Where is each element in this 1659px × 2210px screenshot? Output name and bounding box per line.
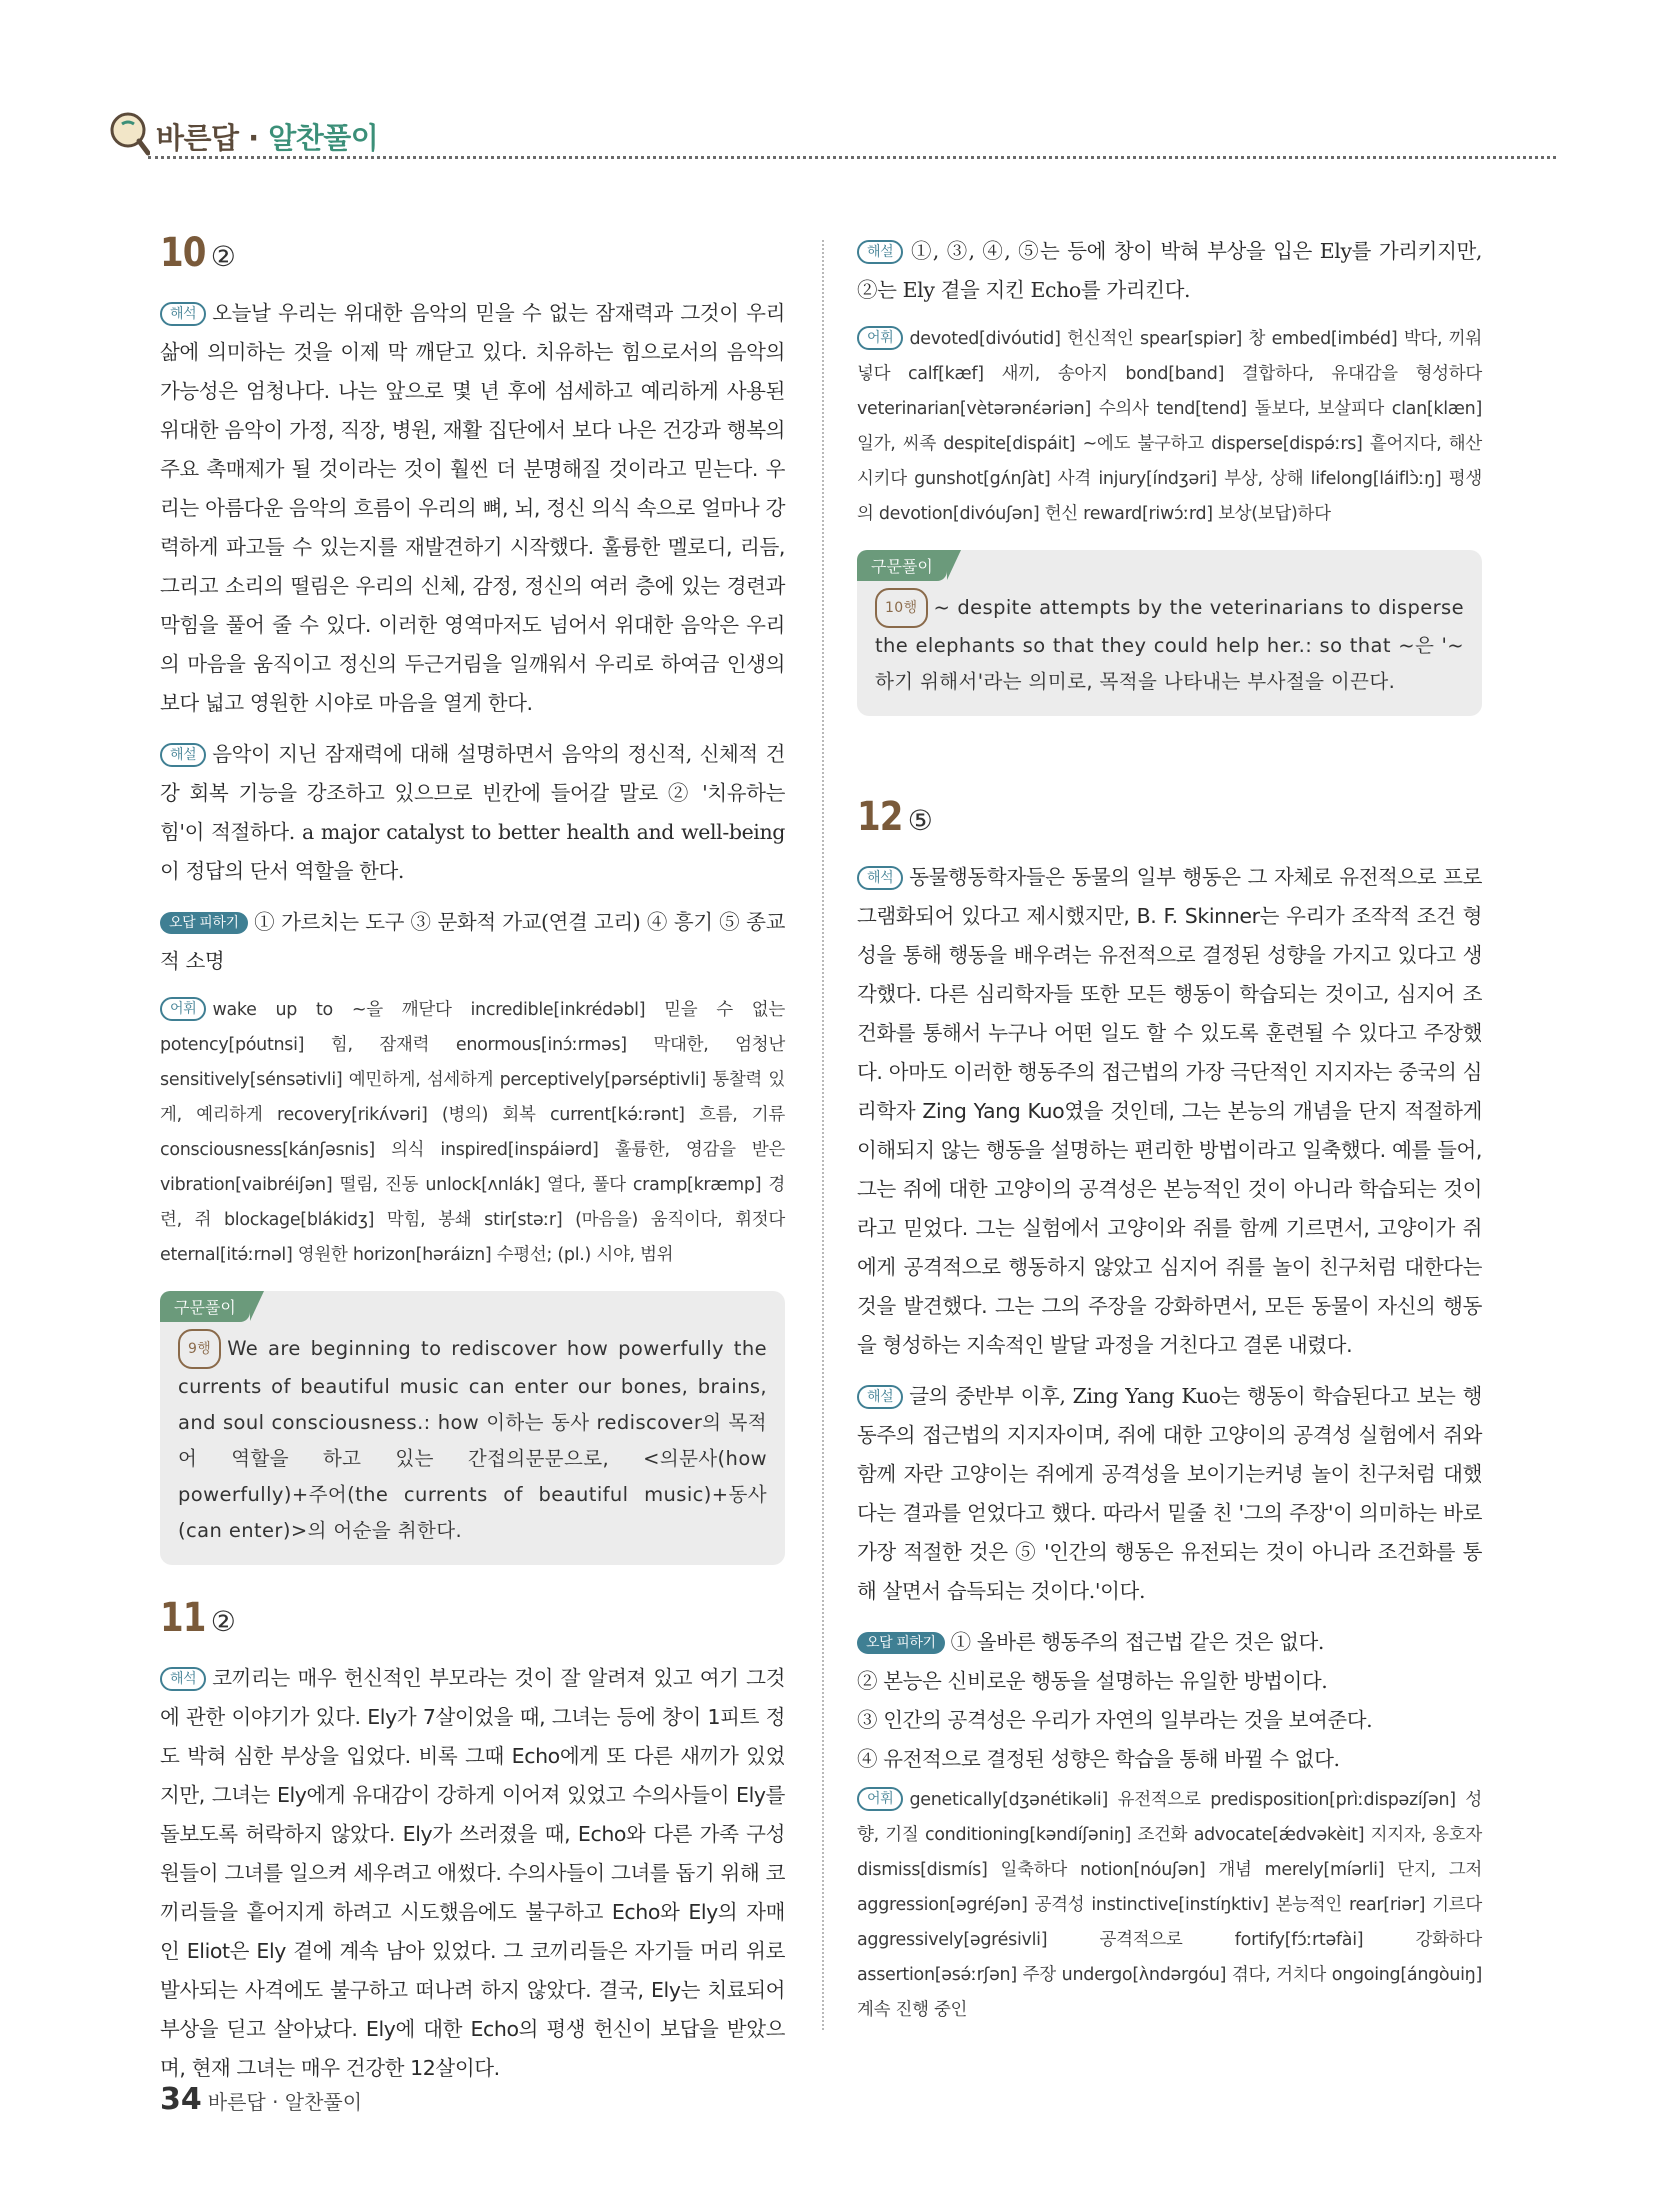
- q12-translation: 해석 동물행동학자들은 동물의 일부 행동은 그 자체로 유전적으로 프로그램화되어 있다고 제시했지만, B. F. Skinner는 우리가 조작적 조건 형성을 통해 행동을 배우려는 유전적으로 결정된 성향을 가지고 있다고 생각했다. 다른 심리학자들 또한 모든 행동이 학습되는 것이고, 심지어 조건화를 통해서 누구나 어떤 일도 할 수 있도록 훈련될 수 있다고 주장했다. 아마도 이러한 행동주의 접근법의 가장 극단적인 지지자는 중국의 심리학자 Zing Yang Kuo였을 것인데, 그는 본능의 개념을 단지 적절하게 이해되지 않는 행동을 설명하는 편리한 방법이라고 일축했다. 예를 들어, 그는 쥐에 대한 고양이의 공격성은 본능적인 것이 아니라 학습되는 것이라고 믿었다. 그는 실험에서 고양이와 쥐를 함께 기르면서, 고양이가 쥐에게 공격적으로 행동하지 않았고 심지어 쥐를 놀이 친구처럼 대한다는 것을 발견했다. 그는 그의 주장을 강화하면서, 모든 동물이 자신의 행동을 형성하는 지속적인 발달 과정을 거친다고 결론 내렸다.: [857, 865, 1482, 1357]
- header-dotted-rule: [148, 156, 1556, 159]
- wrong-answer-tag: 오답 피하기: [857, 1632, 945, 1654]
- magnifier-logo-icon: [108, 110, 150, 156]
- q10-vocabulary: 어휘 wake up to ~을 깨닫다 incredible[inkrédəbl] 믿을 수 없는 potency[póutnsi] 힘, 잠재력 enormous[inɔ́ːrməs] 막대한, 엄청난 sensitively[sénsətivli] 예민하게, 섬세하게 perceptively[pərséptivli] 통찰력 있게, 예리하게 recovery[rikʌ́vəri] (병의) 회복 current[kə́ːrənt] 흐름, 기류 consciousness[kánʃəsnis] 의식 inspired[inspáiərd] 훌륭한, 영감을 받은 vibration[vaibréiʃən] 떨림, 진동 unlock[ʌnlák] 열다, 풀다 cramp[kræmp] 경련, 쥐 blockage[blákidʒ] 막힘, 봉쇄 stir[stəːr] (마음을) 움직이다, 휘젓다 eternal[itə́ːrnəl] 영원한 horizon[həráizn] 수평선; (pl.) 시야, 범위: [160, 993, 785, 1273]
- explanation-tag: 해설: [857, 1385, 903, 1409]
- page-header-title: 바른답 · 알찬풀이: [156, 121, 379, 155]
- wrong-answer-tag: 오답 피하기: [160, 912, 248, 934]
- structure-tag: 구문풀이: [857, 550, 947, 581]
- translation-tag: 해석: [160, 302, 206, 326]
- page-footer: [160, 2082, 362, 2117]
- question-number: 12: [857, 794, 903, 840]
- q10-translation: 해석 오늘날 우리는 위대한 음악의 믿을 수 없는 잠재력과 그것이 우리 삶에 의미하는 것을 이제 막 깨닫고 있다. 치유하는 힘으로서의 음악의 가능성은 엄청나다. 나는 앞으로 몇 년 후에 섬세하고 예리하게 사용된 위대한 음악이 가정, 직장, 병원, 재활 집단에서 보다 나은 건강과 행복의 주요 촉매제가 될 것이라는 것이 훨씬 더 분명해질 것이라고 믿는다. 우리는 아름다운 음악의 흐름이 우리의 뼈, 뇌, 정신 의식 속으로 얼마나 강력하게 파고들 수 있는지를 재발견하기 시작했다. 훌륭한 멜로디, 리듬, 그리고 소리의 떨림은 우리의 신체, 감정, 정신의 여러 층에 있는 경련과 막힘을 풀어 줄 수 있다. 이러한 영역마저도 넘어서 위대한 음악은 우리의 마음을 움직이고 정신의 두근거림을 일깨워서 우리로 하여금 인생의 보다 넓고 영원한 시야로 마음을 열게 한다.: [160, 301, 785, 715]
- question-number: 11: [160, 1595, 206, 1641]
- explanation-tag: 해설: [160, 743, 206, 767]
- question-answer: ②: [210, 1605, 236, 1638]
- q10-wrong-answers: 오답 피하기 ① 가르치는 도구 ③ 문화적 가교(연결 고리) ④ 흥기 ⑤ 종교적 소명: [160, 910, 785, 973]
- q12-wrong-answers: 오답 피하기 ① 올바른 행동주의 접근법 같은 것은 없다. ② 본능은 신비로운 행동을 설명하는 유일한 방법이다. ③ 인간의 공격성은 우리가 자연의 일부라는 것을 보여준다. ④ 유전적으로 결정된 성향은 학습을 통해 바뀔 수 없다.: [857, 1630, 1373, 1771]
- question-number: 10: [160, 230, 206, 276]
- q11-explanation: 해설 ①, ③, ④, ⑤는 등에 창이 박혀 부상을 입은 Ely를 가리키지만, ②는 Ely 곁을 지킨 Echo를 가리킨다.: [857, 239, 1482, 302]
- translation-tag: 해석: [160, 1667, 206, 1691]
- right-column: [857, 232, 1482, 2042]
- question-12-heading: [857, 794, 1482, 840]
- vocab-tag: 어휘: [857, 326, 903, 350]
- q12-vocabulary: 어휘 genetically[dʒənétikəli] 유전적으로 predisposition[prìːdispəzíʃən] 성향, 기질 conditioning[kəndíʃəniŋ] 조건화 advocate[ǽdvəkèit] 지지자, 옹호자 dismiss[dismís] 일축하다 notion[nóuʃən] 개념 merely[míərli] 단지, 그저 aggression[əgréʃən] 공격성 instinctive[instíŋktiv] 본능적인 rear[riər] 기르다 aggressively[əgrésivli] 공격적으로 fortify[fɔ́ːrtəfài] 강화하다 assertion[əsə́ːrʃən] 주장 undergo[ʌ̀ndərgóu] 겪다, 거치다 ongoing[ángòuiŋ] 계속 진행 중인: [857, 1783, 1482, 2028]
- question-answer: ②: [210, 240, 236, 273]
- q11-vocabulary: 어휘 devoted[divóutid] 헌신적인 spear[spiər] 창 embed[imbéd] 박다, 끼워 넣다 calf[kæf] 새끼, 송아지 bond[band] 결합하다, 유대감을 형성하다 veterinarian[vètərənɛ́əriən] 수의사 tend[tend] 돌보다, 보살피다 clan[klæn] 일가, 씨족 despite[dispáit] ~에도 불구하고 disperse[dispə́ːrs] 흩어지다, 해산시키다 gunshot[gʌ́nʃàt] 사격 injury[índʒəri] 부상, 상해 lifelong[láiflɔ̀ːŋ] 평생의 devotion[divóuʃən] 헌신 reward[riwɔ́ːrd] 보상(보답)하다: [857, 322, 1482, 532]
- explanation-tag: 해설: [857, 240, 903, 264]
- column-divider: [822, 240, 824, 2030]
- page-number: 34: [160, 2082, 202, 2117]
- footer-text: 바른답 · 알찬풀이: [207, 2090, 363, 2114]
- q12-explanation: 해설 글의 중반부 이후, Zing Yang Kuo는 행동이 학습된다고 보는 행동주의 접근법의 지지자이며, 쥐에 대한 고양이의 공격성 실험에서 쥐와 함께 자란 고양이는 쥐에게 공격성을 보이기는커녕 놀이 친구처럼 대했다는 결과를 얻었다고 했다. 따라서 밑줄 친 '그의 주장'이 의미하는 바로 가장 적절한 것은 ⑤ '인간의 행동은 유전되는 것이 아니라 조건화를 통해 살면서 습득되는 것이다.'이다.: [857, 1384, 1482, 1603]
- translation-tag: 해석: [857, 866, 903, 890]
- q11-translation: 해석 코끼리는 매우 헌신적인 부모라는 것이 잘 알려져 있고 여기 그것에 관한 이야기가 있다. Ely가 7살이었을 때, 그녀는 등에 창이 1피트 정도 박혀 심한 부상을 입었다. 비록 그때 Echo에게 또 다른 새끼가 있었지만, 그녀는 Ely에게 유대감이 강하게 이어져 있었고 수의사들이 Ely를 돌보도록 허락하지 않았다. Ely가 쓰러졌을 때, Echo와 다른 가족 구성원들이 그녀를 일으켜 세우려고 애썼다. 수의사들이 그녀를 돕기 위해 코끼리들을 흩어지게 하려고 시도했음에도 불구하고 Echo와 Ely의 자매인 Eliot은 Ely 곁에 계속 남아 있었다. 그 코끼리들은 자기들 머리 위로 발사되는 사격에도 불구하고 떠나려 하지 않았다. 결국, Ely는 치료되어 부상을 딛고 살아났다. Ely에 대한 Echo의 평생 헌신이 보답을 받았으며, 현재 그녀는 매우 건강한 12살이다.: [160, 1666, 785, 2080]
- vocab-tag: 어휘: [857, 1787, 903, 1811]
- structure-tag: 구문풀이: [160, 1291, 250, 1322]
- line-ref-badge: 10행: [875, 588, 928, 628]
- q10-explanation: 해설 음악이 지닌 잠재력에 대해 설명하면서 음악의 정신적, 신체적 건강 회복 기능을 강조하고 있으므로 빈칸에 들어갈 말로 ② '치유하는 힘'이 적절하다. a major catalyst to better health and well-being이 정답의 단서 역할을 한다.: [160, 742, 785, 883]
- spacer: [857, 742, 1482, 794]
- line-ref-badge: 9행: [178, 1329, 221, 1369]
- question-answer: ⑤: [907, 804, 933, 837]
- question-11-heading: [160, 1595, 785, 1641]
- page-header: [108, 110, 1556, 160]
- question-10-heading: [160, 230, 785, 276]
- q10-structure-box: 구문풀이 9행 We are beginning to rediscover how powerfully the currents of beautiful music can enter our bones, brains, and soul consciousness.: how 이하는 동사 rediscover의 목적어 역할을 하고 있는 간접의문문으로, <의문사(how powerfully)+주어(the currents of beautiful music)+동사(can enter)>의 어순을 취한다.: [160, 1291, 785, 1565]
- q11-structure-box: 구문풀이 10행 ~ despite attempts by the veterinarians to disperse the elephants so that they could help her.: so that ~은 '~하기 위해서'라는 의미로, 목적을 나타내는 부사절을 이끈다.: [857, 550, 1482, 716]
- left-column: [160, 230, 785, 2100]
- vocab-tag: 어휘: [160, 997, 206, 1021]
